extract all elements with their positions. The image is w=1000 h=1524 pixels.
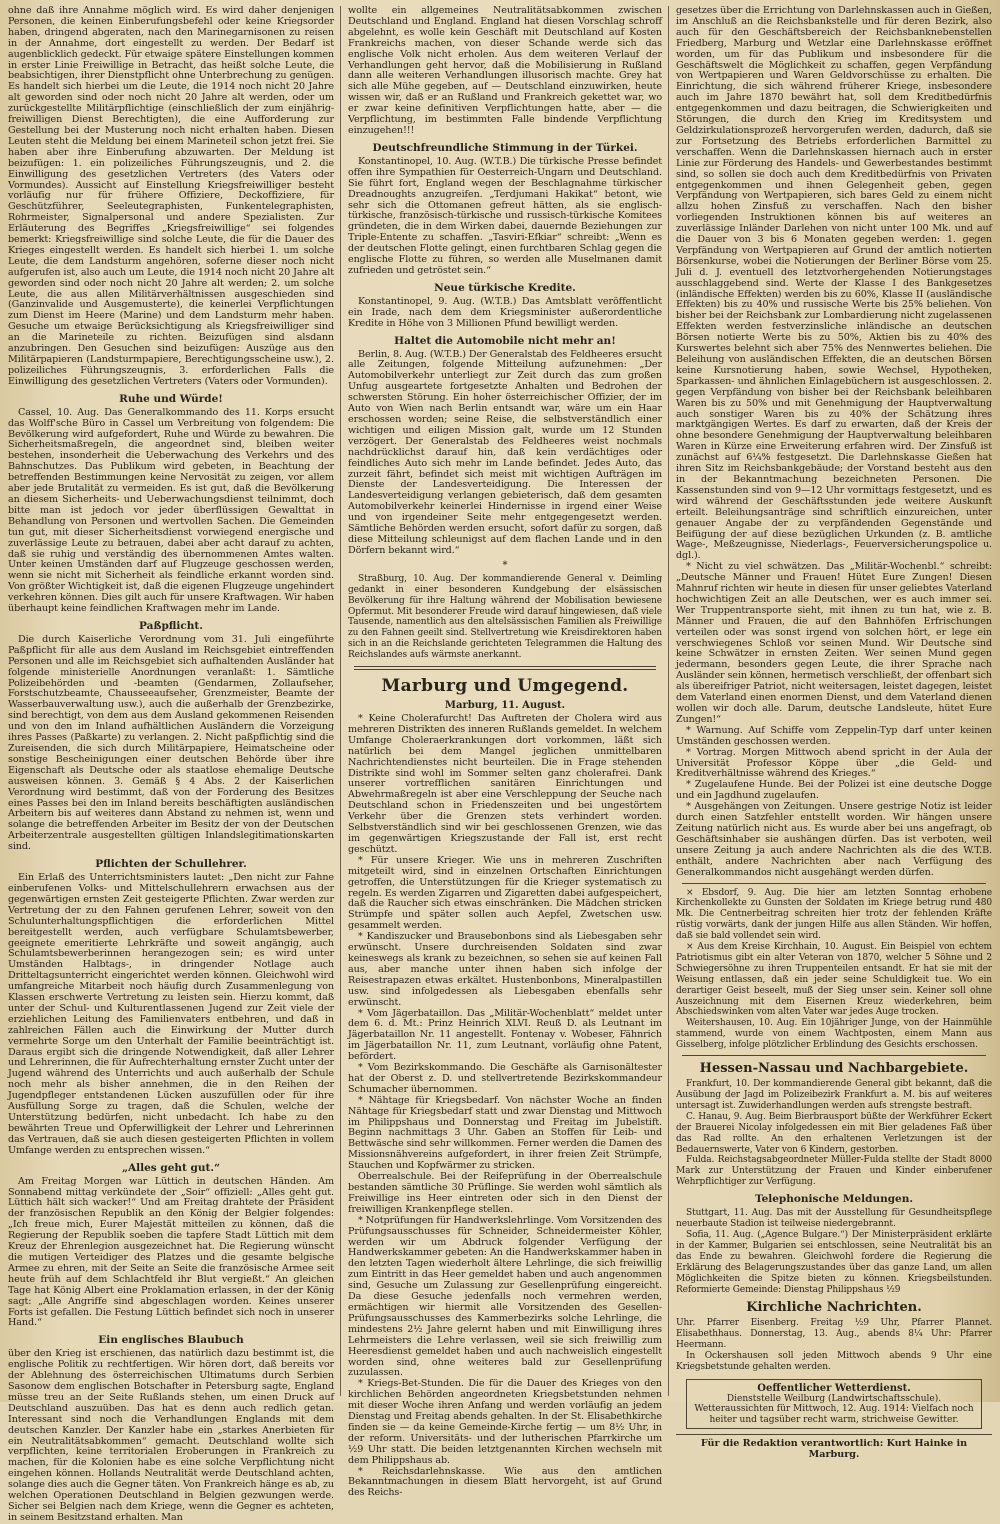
article-kredite: Konstantinopel, 9. Aug. (W.T.B.) Das Amtsblatt veröffentlicht ein Irade, nach dem dem Kriegsminister außerordentliche Kredite in Höhe von 3 Millionen Pfund bewilligt werden. [348,295,662,329]
article-blaubuch: über den Krieg ist erschienen, das natürlich dazu bestimmt ist, die englische Politik zu rechtfertigen. Wir hören dort, daß bereits vor der Ablehnung des österreichischen Ultimatums durch Serbien Sasonow dem englischen Botschafter in Petersburg sagte, England müsse treu an der Seite Rußlands stehen, um einen Druck auf Deutschland auszuüben. Das hat es denn auch redlich getan. Interessant sind noch die Verhandlungen Englands mit dem deutschen Kanzler. Der Kanzler habe ein „starkes Anerbieten für ein Neutralitätsabkommen“ gemacht. Deutschland wollte sich verpflichten, keine territorialen Eroberungen in Frankreich zu machen, für die Kolonien habe es eine solche Verpflichtung nicht eingehen können. Hollands Neutralität werde Deutschland achten, solange dies auch die Gegner täten. Von Frankreich hänge es ab, zu welchen Operationen Deutschland in Belgien gezwungen werde. Sicher sei Belgien nach dem Kriege, wenn die Gegner es achteten, in seinem Besitzstand erhalten. Man [8,1348,334,1523]
item-cholerafurcht: * Keine Cholerafurcht! Das Auftreten der Cholera wird aus mehreren Distrikten des inneren Rußlands gemeldet. In welchem Umfange Choleraerkrankungen dort vorkommen, läßt sich natürlich bei dem Mangel jeglichen unmittelbaren Nachrichtendienstes nicht beurteilen. Die in Frage stehenden Distrikte sind wohl im Sommer selten ganz cholerafrei. Dank unserer vortrefflichen sanitären Einrichtungen und Abwehrmaßregeln ist aber eine Verschleppung der Seuche nach Deutschland schon in Friedenszeiten und bei ungestörtem Verkehr über die Grenzen stets verhindert worden. Selbstverständlich sind wir bei geschlossenen Grenzen, wie das im gegenwärtigen Kriegszustande der Fall ist, erst recht geschützt. [348,713,662,855]
item-zeitungen: * Ausgehängen von Zeitungen. Unsere gestrige Notiz ist leider durch einen Satzfehler entstellt worden. Wir hängen unsere Zeitung natürlich nicht aus. Es wurde aber bei uns angefragt, ob Geschäftsinhaber sie aushängen dürfen. Das ist verboten, weil unsere Zeitung ja auch andere Nachrichten als die des W.T.B. enthält, andere Nachrichten aber nach Verfügung des Generalkommandos nicht ausgehängt werden dürfen. [676,801,992,878]
headline-passpflicht: Paßpflicht. [139,619,203,632]
column-1 [8,5,334,1523]
item-kirche-termine: Uhr. Pfarrer Eisenberg. Freitag ½9 Uhr, Pfarrer Plannet. Elisabethhaus. Donnerstag, 13. Aug., abends 8¼ Uhr: Pfarrer Heermann. [676,1318,992,1351]
item-sofia: Sofia, 11. Aug. („Agence Bulgare.“) Der Ministerpräsident erklärte in der Kammer, Bulgarien sei entschlossen, seine Neutralität bis an das Ende zu bewahren. Gleichwohl fordere die Regierung die Erklärung des Belagerungszustandes über das ganze Land, um allen Möglichkeiten die Spitze bieten zu können. Kriegsbeilstunden. Reformierte Gemeinde: Dienstag Philippshaus ½9 [676,1229,992,1295]
item-reichsdarlehnskasse: * Reichsdarlehnskasse. Wie aus den amtlichen Bekanntmachungen in diesem Blatt hervorgeht, ist auf Grund des Reichs- [348,1465,662,1499]
weather-station: Dienststelle Weilburg (Landwirtschaftsschule). [726,1393,942,1404]
article-blaubuch-continued: wollte ein allgemeines Neutralitätsabkommen zwischen Deutschland und England. England hat diesen Vorschlag schroff abgelehnt, es wolle kein Geschäft mit Deutschland auf Kosten Frankreichs machen, von dieser Schande werde sich das englische Volk nicht erholen. Aus dem weiteren Verlauf der Verhandlungen geht hervor, daß die Mobilisierung in Rußland dann alle weiteren Verhandlungen illusorisch machte. Grey hat sich alle Mühe gegeben, auf — Deutschland einzuwirken, heute wissen wir, daß er an Rußland und Frankreich gekettet war, wo er zwar keine definitiven Verpflichtungen hatte, aber — die Verpflichtung, im bestimmten Falle bindende Verpflichtung einzugehen!!! [348,5,662,136]
article-konstantinopel: Konstantinopel, 10. Aug. (W.T.B.) Die türkische Presse befindet offen ihre Sympathien für Oesterreich-Ungarn und Deutschland. Sie führt fort, England wegen der Beschlagnahme türkischer Dreadnoughts anzugreifen. „Terdjumani Hakikat“ betont, wie sehr sich die Ottomanen gefreut hätten, als sie englisch-türkische, französisch-türkische und russisch-türkische Komitees gründeten, die in dem Wirken dabei, dauernde Beziehungen zur Triple-Entente zu schaffen. „Tasviri-Efkiar“ schreibt: „Wenn es der deutschen Flotte gelingt, einen furchtbaren Schlag gegen die englische Flotte zu führen, so werden alle Muselmanen damit zufrieden und getröstet sein.“ [348,155,662,276]
item-oberrealschule: Oberrealschule. Bei der Reifeprüfung in der Oberrealschule bestanden sämtliche 30 Prüflinge. Sie werden wohl sämtlich als Freiwillige ins Heer eintreten oder sich in den Dienst der freiwilligen Krankenpflege stellen. [348,1171,662,1215]
column-2 [348,5,663,1499]
article-luettich: Am Freitag Morgen war Lüttich in deutschen Händen. Am Sonnabend mittag verkündete der „Soir“ offiziell: „Alles geht gut. Lüttich hält sich wacker!“ Und am Freitag drahtete der Präsident der französischen Republik an den König der Belgier folgendes: „Ich freue mich, Eurer Majestät mitteilen zu können, daß die Regierung der Republik soeben die tapfere Stadt Lüttich mit dem Kreuz der Ehrenlegion ausgezeichnet hat. Die Regierung wünscht die mutigen Verteidiger des Platzes und die gesamte belgische Armee zu ehren, mit der Seite an Seite die französische Armee seit heute früh auf dem Schlachtfeld ihr Blut vergießt.“ An gleichen Tage hat König Albert eine Proklamation erlassen, in der der König sagt: „Alle Angriffe sind abgeschlagen worden. Keines unserer Forts ist gefallen. Die Festung Lüttich befindet sich noch in unserer Hand.“ [8,1175,334,1329]
headline-tuerkei: Deutschfreundliche Stimmung in der Türkei. [372,141,638,154]
item-bezirkskommando: * Vom Bezirkskommando. Die Geschäfte als Garnisonältester hat der Oberst z. D. und stellvertretende Bezirkskommandeur Schumacher übernommen. [348,1062,662,1095]
section-heading-hessen-nassau: Hessen-Nassau und Nachbargebiete. [699,1061,969,1077]
section-divider [682,1055,986,1056]
item-stuttgart: Stuttgart, 11. Aug. Das mit der Ausstellung für Gesundheitspflege neuerbaute Stadion ist teilweise niedergebrannt. [676,1208,992,1230]
article-strassburg: Straßburg, 10. Aug. Der kommandierende General v. Deimling gedankt in einer besonderen Kundgebung der elsässischen Bevölkerung für ihre Haltung während der Mobilisation bewiesene Opfermut. Mit besonderer Freude wird darauf hingewiesen, daß viele Tausende, namentlich aus den altelsässischen Familien als Freiwillige zu den Fahnen geeilt sind. Stellvertretung wie Kreisdirektoren haben sich in an die Reichslande gerichteten Telegrammen die Haltung des Reichslandes aufs wärmste anerkannt. [348,573,662,661]
article-marine-volunteers: ohne daß ihre Annahme möglich wird. Es wird daher denjenigen Personen, die keinen Einberufungsbefehl oder keine Kriegsorder haben, dringend abgeraten, nach den Marinegarnisonen zu reisen in der Annahme, dort eingestellt zu werden. Der Bedarf ist augenblicklich gedeckt. Für etwaige spätere Einstellungen kommen in erster Linie Freiwillige in Betracht, das heißt solche Leute, die beabsichtigen, ihrer Dienstpflicht ohne Unterbrechung zu genügen. Es handelt sich hierbei um die Leute, die 1914 noch nicht 20 Jahre alt geworden sind oder noch nicht 20 Jahre alt werden, oder um zurückgestellte Militärpflichtige (einschließlich der zum einjährig-freiwilligen Dienst Berechtigten), die eine Aufforderung zur Gestellung bei der Musterung noch nicht erhalten haben. Diesen Leuten steht die Meldung bei einem Marineteil schon jetzt frei. Sie haben aber ihre Einberufung abzuwarten. Der Meldung ist beizufügen: 1. ein polizeiliches Führungszeugnis, und 2. die Einwilligung des gesetzlichen Vertreters (des Vaters oder Vormundes). Aussicht auf Einstellung Kriegsfreiwilliger besteht vorläufig nur für frühere Offiziere, Deckoffiziere, für Geschützführer, Seeleutegraphisten, Funkentelegraphisten, Rohrmeister, Signalpersonal und andere Spezialisten. Zur Erläuterung des Begriffes „Kriegsfreiwillige“ sei folgendes bemerkt: Kriegsfreiwillige sind solche Leute, die für die Dauer des Krieges eingestellt werden. Es handelt sich hierbei 1. um solche Leute, die dem Landsturm angehören, soferne dieser noch nicht aufgerufen ist, also auch um Leute, die 1914 noch nicht 20 Jahre alt geworden sind oder noch nicht 20 Jahre alt werden; 2. um solche Leute, die aus allen Militärverhältnissen ausgeschieden sind (Ganzinvalide und Ausgemusterte), die keinerlei Verpflichtungen zum Dienst im Heere (Marine) und dem Landsturm mehr haben. Gesuche um etwaige Berücksichtigung als Kriegsfreiwilliger sind an die Marineteile zu richten. Beizufügen sind alsdann anzubringen. Den Gesuchen sind beizufügen: Auszüge aus den Militärpapieren (Landsturmpapiere, Berechtigungsscheine usw.), 2. polizeiliches Führungszeugnis, 3. erforderlichen Falls die Einwilligung des gesetzlichen Vertreters (Vaters oder Vormunden). [8,5,334,387]
item-kriegsbetstunden: * Kriegs-Bet-Stunden. Die für die Dauer des Krieges von den kirchlichen Behörden angeordneten Kriegsbetstunden nehmen mit dieser Woche ihren Anfang und werden vorläufig an jedem Dienstag und Freitag abends gehalten. In der St. Elisabethkirche finden sie — da keine Gemeinde-Kirche fertig — um 8½ Uhr, in der reform. Universitäts- und der lutherischen Pfarrkirche um ½9 Uhr statt. Die beiden letztgenannten Kirchen wechseln mit dem Philippshaus ab. [348,1378,662,1466]
item-fulda: Fulda. Reichstagsabgeordneter Müller-Fulda stellte der Stadt 8000 Mark zur Unterstützung der Frauen und Kinder einberufener Wehrpflichtiger zur Verfügung. [676,1155,992,1188]
headline-blaubuch: Ein englisches Blaubuch [98,1334,244,1347]
item-frankfurt: Frankfurt, 10. Der kommandierende General gibt bekannt, daß die Ausübung der Jagd im Polizeibezirk Frankfurt a. M. bis auf weiteres untersagt ist. Zuwiderhandlungen werden aufs strengste bestraft. [676,1079,992,1111]
editor-credit: Für die Redaktion verantwortlich: Kurt Hainke in Marburg. [676,1434,992,1460]
article-passpflicht: Die durch Kaiserliche Verordnung vom 31. Juli eingeführte Paßpflicht für alle aus dem Ausland im Reichsgebiet eintreffenden Personen und alle im Reichsgebiet sich aufhaltenden Ausländer hat folgende ministerielle Anordnungen veranlaßt: 1. Sämtliche Polizeibehörden und -beamten (Gendarmen, Zollaufseher, Forstschutzbeamte, Chausseeaufseher, Grenzmeister, Beamte der Wasserbauverwaltung usw.), auch die außerhalb der Grenzbezirke, sind berechtigt, von dem aus dem Ausland gekommenen Reisenden und von den im Inland aufhältlichen Ausländern die Vorzeigung ihres Passes (Paßkarte) zu verlangen. 2. Nicht paßpflichtig sind die Zureisenden, die sich durch Militärpapiere, Heimatscheine oder sonstige Bescheinigungen einer deutschen Behörde über ihre Eigenschaft als Deutsche oder als staatlose ehemalige Deutsche ausweisen können. 3. Gemäß § 4 Abs. 2 der Kaiserlichen Verordnung wird bestimmt, daß von der Forderung des Besitzes eines Passes bei den im Inland bereits beschäftigten ausländischen Arbeitern bis auf weiteres dann Abstand zu nehmen ist, wenn und solange die betreffenden Arbeiter im Besitz der von der Deutschen Arbeiterzentrale ausgestellten gültigen Inlandslegitimationskarten sind. [8,633,334,853]
item-warnung: * Warnung. Auf Schiffe vom Zeppelin-Typ darf unter keinen Umständen geschossen werden. [676,724,992,747]
item-naehtage: * Nähtage für Kriegsbedarf. Von nächster Woche an finden Nähtage für Kriegsbedarf statt und zwar Dienstag und Mittwoch im Philippshaus und Donnerstag und Freitag im Jubelstift. Beginn nachmittags 3 Uhr. Gaben an Stoffen für Leib- und Bettwäsche sind sehr willkommen. Ferner werden die Damen des Missionsnähvereins aufgefordert, in ihrer freien Zeit Strümpfe, Stauchen und Kopfwärmer zu stricken. [348,1094,663,1172]
item-kandiszucker: * Kandiszucker und Brausebonbons sind als Liebesgaben sehr erwünscht. Unsere durchreisenden Soldaten sind zwar keineswegs als krank zu bezeichnen, so sehen sie auf keinen Fall aus, aber manche unter ihnen haben sich infolge der Reisestrapazen etwas erkältet. Hustenbonbons, Mineralpastillen usw. sind infolgedessen als Liebesgaben ebenfalls sehr erwünscht. [348,931,662,1008]
headline-ruhe-und-wuerde: Ruhe und Würde! [119,392,223,405]
item-weitershausen: Weitershausen, 10. Aug. Ein 10jähriger Junge, von der Hainmühle stammend, wurde von einem Wachtposten, einem Mann aus Gisselberg, infolge plötzlicher Erblindung des Gesichts erschossen. [676,1018,992,1051]
article-automobile: Berlin, 8. Aug. (W.T.B.) Der Generalstab des Feldheeres ersucht alle Zeitungen, folgende Mitteilung aufzunehmen: „Der Automobilverkehr unterliegt zur Zeit durch das zum großen Unfug ausgeartete fortgesetzte Anhalten und Bedrohen der schwersten Störung. Ein hoher österreichischer Offizier, der im Auto von Wien nach Berlin entsandt war, wäre um ein Haar erschossen worden; seine Reise, die selbstverständlich einer wichtigen und eiligen Mission galt, wurde um 12 Stunden verzögert. Der Generalstab des Feldheeres weist nochmals nachdrücklichst darauf hin, daß kein verdächtiges oder feindliches Auto sich mehr im Lande befindet. Jedes Auto, das zurzeit fährt, befindet sich meist mit wichtigen Aufträgen im Dienste der Landesverteidigung. Die Interessen der Landesverteidigung verlangen gebieterisch, daß dem gesamten Automobilverkehr keinerlei Hindernisse in irgend einer Weise und von irgendeiner Seite mehr entgegengesetzt werden. Sämtliche Behörden werden ersucht, sofort dafür zu sorgen, daß diese Mitteilung schleunigst auf dem flachen Lande und in den Dörfern bekannt wird.“ [348,348,662,556]
dateline: Marburg, 11. August. [444,700,566,712]
weather-title: Oeffentlicher Wetterdienst. [757,1382,911,1394]
headline-alles-geht-gut: „Alles geht gut.“ [121,1161,221,1174]
separator-star: * [502,559,508,571]
item-hanau: C. Hanau, 9. Aug. Beim Bierbrausport büßte der Werkführer Eckert der Brauerei Nicolay infolgedessen ein mit Bier geladenes Faß über das Rad rollte. An den erhaltenen Verletzungen ist der Bedauernswerte, Vater von 6 Kindern, gestorben. [676,1111,992,1155]
item-jaegerbataillon: * Vom Jägerbataillon. Das „Militär-Wochenblatt“ meldet unter dem 6. d. Mt.: Prinz Heinrich XLVI. Reuß D. als Leutnant im Jägerbataillon Nr. 11 angestellt. Fontenay v. Wobeser, Fähnrich im Jägerbataillon Nr. 11, zum Leutnant, vorläufig ohne Patent, befördert. [348,1007,662,1063]
section-heading-kirchliche-nachrichten: Kirchliche Nachrichten. [746,1300,922,1316]
section-divider [682,883,986,884]
section-heading-marburg: Marburg und Umgegend. [381,676,629,697]
item-ockershausen: In Ockershausen soll jeden Mittwoch abends 9 Uhr eine Kriegsbetstunde gehalten werden. [676,1351,992,1373]
item-kirchhain: × Aus dem Kreise Kirchhain, 10. August. Ein Beispiel von echtem Patriotismus gibt ein alter Veteran von 1870, welcher 5 Söhne und 2 Schwiegersöhne zu ihren Truppenteilen entsandt. Er hat sie mit der Weisung entlassen, daß ein jeder seine Schuldigkeit tue. Wo ein derartiger Geist beseelt, muß der Sieg unser sein. Keiner soll ohne Auszeichnung mit dem Eisernen Kreuz wiederkehren, beim Abschiedswinken vom alten Vater war jedes Auge trocken. [676,942,992,1018]
item-notpruefungen: * Notprüfungen für Handwerkslehrlinge. Vom Vorsitzenden des Prüfungsausschusses für Schneider, Schneidermeister Köhler, werden wir um Abdruck folgender Verfügung der Handwerkskammer gebeten: An die Handwerkskammer haben in den letzten Tagen wiederholt ältere Lehrlinge, die sich freiwillig zum Eintritt in das Heer gemeldet haben und auch angenommen sind, Gesuche um Zulassung zur Gesellenprüfung eingereicht. Da diese Gesuche jedenfalls noch vermehren werden, ermächtigen wir hiermit alle Vorsitzenden des Gesellen-Prüfungsausschusses des Kammerbezirks solche Lehrlinge, die mindestens 2½ Jahre gelernt haben und mit Einwilligung ihres Lehrmeisters die Lehre verlassen, weil sie sich freiwillig zum Heeresdienst gemeldet haben und auch nachweislich eingestellt worden sind, ohne weiteres bald zur Gesellenprüfung zuzulassen. [348,1214,662,1379]
item-nicht-schwaetzen: * Nicht zu viel schwätzen. Das „Militär-Wochenbl.“ schreibt: „Deutsche Männer und Frauen! Hütet Eure Zungen! Diesen Mahnruf richten wir heute in diesen für unser geliebtes Vaterland hochwichtigen Zeit an alle Deutschen, wer es auch immer sei. Wer Truppentransporte sieht, mit ihnen zu tun hat, wie z. B. Männer und Frauen, die auf den Bahnhöfen Erfrischungen verteilen oder was sonst irgend von solchen hört, er lege ein verschwiegenes Schloß vor seinen Mund. Wir Deutsche sind keine Schwätzer in ernsten Zeiten. Wer seinen Mund gegen jedermann, besonders gegen Leute, die ihrer Sprache nach Ausländer sein können, hermetisch verschließt, der offenbart sich als übereifriger Patriot, nicht weitersagen, leistet dagegen, leistet dem Vaterland einen enormen Dienst, und dem Vaterland dienen wollen wir doch alle. Darum, deutsche Landsleute, hütet Eure Zungen!“ [676,561,992,725]
article-schullehrer: Ein Erlaß des Unterrichtsministers lautet: „Den nicht zur Fahne einberufenen Volks- und Mittelschullehrern erwachsen aus der gegenwärtigen ernsten Zeit gesteigerte Pflichten. Zwar werden zur Vertretung der zu den Fahnen gerufenen Lehrer, soweit von den Schulunterhaltungspflichtigen die erforderlichen Mittel bereitgestellt werden, auch verfügbare Schulamtsbewerber, geeignete emeritierte Lehrkräfte und soweit angängig, auch Schulamtsbewerberinnen herangezogen sein; es wird unter Umständen Halbtags-, in dringender Notlage auch Dritteltagsunterricht eingerichtet werden können. Gleichwohl wird umfangreiche Mitarbeit noch häufig durch Zusammenlegung von Klassen erschwerte Vertretung zu leisten sein. Hierzu kommt, daß unter der Schul- und Kulturentlassenen Jugend zur Zeit viele der erziehlichen Leitung des Familienvaters entbehren, und daß in zahlreichen Fällen auch die Einwirkung der Mutter durch vermehrte Sorge um den Unterhalt der Familie beeinträchtigt ist. Daraus ergibt sich die dringende Notwendigkeit, daß aller Lehrer und Lehrerinnen, die für Aufrechterhaltung ernster Zucht unter der Jugend während des Unterrichts und auch außerhalb der Schule noch mehr als bisher annehmen, die in den Reihen der Jugendpfleger entstandenen Lücken auszufüllen oder für ihre Ausfüllung Sorge zu tragen, daß die Schulen, welche der Unterstützung bedürfen, nicht unbedacht. Ich habe zu den bewährten Treue und Opferwilligkeit der Lehrer und Lehrerinnen das Vertrauen, daß sie auch diesen gesteigerten Pflichten in vollem Umfange werden zu entsprechen wissen.“ [8,872,334,1156]
item-vortrag: * Vortrag. Morgen Mittwoch abend spricht in der Aula der Universität Professor Köppe über „die Geld- und Kreditverhältnisse während des Krieges.“ [676,746,992,780]
headline-automobile: Haltet die Automobile nicht mehr an! [394,334,616,347]
weather-box [686,1379,982,1430]
headline-pflichten-schullehrer: Pflichten der Schullehrer. [95,858,247,871]
column-rule [668,6,669,1396]
item-hunde: * Zugelaufene Hunde. Bei der Polizei ist eine deutsche Dogge und ein Jagdhund zugelaufen. [676,779,992,802]
headline-kredite: Neue türkische Kredite. [434,281,576,294]
column-rule [340,6,341,1396]
weather-forecast: Wetteraussichten für Mittwoch, 12. Aug. 1914: Vielfach noch heiter und tagsüber recht warm, strichweise Gewitter. [694,1404,974,1425]
section-divider [354,666,656,670]
article-darlehnskasse: gesetzes über die Errichtung von Darlehnskassen auch in Gießen, im Anschluß an die Reichsbankstelle und für deren Bezirk, also auch für den Geschäftsbereich der Reichsbanknebenstellen Friedberg, Marburg und Wetzlar eine Darlehnskasse eröffnet worden, um für das Publikum und insbesondere für die Geschäftswelt die Möglichkeit zu schaffen, gegen Verpfändung von Wertpapieren und Waren Geldvorschüsse zu erhalten. Die Einrichtung, die sich während früherer Kriege, insbesondere auch im Jahre 1870 bewährt hat, soll dem Kreditbedürfnis entgegenkommen und dazu beitragen, die Schwierigkeiten und Störungen, die durch den Krieg im Kreditsystem und Geldzirkulationsprozeß hervorgerufen werden, dadurch, daß sie zur Fortsetzung des Betriebs erforderlichen Barmittel zu verschaffen. Wenn die Darlehnskassen hiernach auch in erster Linie zur Förderung des Handels- und Gewerbestandes bestimmt sind, so sollen sie doch auch dem Kreditbedürfnis von Privaten entgegenkommen und ihnen Gelegenheit geben, gegen Verpfändung von Wertpapieren, sich bares Geld zu einem nicht allzu hohen Zinsfuß zu verschaffen. Nach den bisher vorliegenden Instruktionen können bis auf weiteres an zuverlässige Inländer Darlehen von nicht unter 100 Mk. und auf die Dauer von 3 bis 6 Monaten gegeben werden: 1. gegen Verpfändung von Wertpapieren auf Grund der amtlich notierten Börsenkurse, wobei die Notierungen der Berliner Börse vom 25. Juli d. J. eventuell des letztvorhergehenden Notierungstages ausschlaggebend sind. Werte der Klasse I des Bankgesetzes (inländische Effekten) werden bis zu 60%, Klasse II (ausländische Effekten) bis zu 40% und russische Werte bis 25% beliehen. Von bisher bei der Reichsbank zur Lombardierung nicht zugelassenen Effekten werden festverzinsliche inländische an deutschen Börsen notierte Werte bis zu 50%, Aktien bis zu 40% des Kurswertes belehnt sich aber 75% des Nennwertes beliehen. Die Beleihung von ausländischen Effekten, die an deutschen Börsen keine Kursnotierung haben, sowie Wechsel, Hypotheken, Sparkassen- und ähnlichen Einlagebüchern ist ausgeschlossen. 2. gegen Verpfändung von bisher bei der Reichsbank beleihbaren Waren bis zu 50% und mit Genehmigung der Hauptverwaltung auch sonstiger Waren bis zu 40% der Schätzung ihres marktgängigen Wertes. Es darf zu erwarten, daß der Kreis der ohne besondere Genehmigung der Hauptverwaltung beleihbaren Waren in Kürze eine Erweiterung erfahren wird. Der Zinsfuß ist zunächst auf 6¼% festgesetzt. Die Darlehnskasse Gießen hat ihren Sitz im Reichsbankgebäude; der Vorstand besteht aus den in der Bekanntmachung bezeichneten Personen. Die Kassenstunden sind von 9—12 Uhr vormittags festgesetzt, und es wird während der Geschäftsstunden jede weitere Auskunft erteilt. Beleihungsanträge sind schriftlich einzureichen, unter genauer Angabe der zu verpfändenden Gegenstände und Beifügung der auf diese bezüglichen Urkunden (z. B. amtliche Wage-, Meßzeugnisse, Niederlags-, Feuerversicherungspolice u. dgl.). [676,5,992,562]
column-3 [676,5,992,1461]
article-cassel: Cassel, 10. Aug. Das Generalkommando des 11. Korps ersucht das Wolff'sche Büro in Cassel um Verbreitung von folgendem: Die Bevölkerung wird aufgefordert, Ruhe und Würde zu bewahren. Die Sicherheitsmaßregeln, die angeordnet sind, bleiben weiter bestehen, insonderheit die Ueberwachung des Verkehrs und des Bahnschutzes. Das Publikum wird gebeten, in Beachtung der betreffenden Bestimmungen keine Nervosität zu zeigen, vor allem aber jede Brutalität zu vermeiden. Es ist gut, daß die Bevölkerung an diesem Sicherheits- und Ueberwachungsdienst teilnimmt, doch bitte man ist jedoch vor jeder überflüssigen Gewalttat in Behandlung von Personen und wertvollen Sachen. Die Gemeinden tun gut, mit dieser Sicherheitsdienst vorwiegend energische und zuverlässige Leute zu betrauen, dabei aber acht darauf zu achten, daß sie ruhig und verständig des übernommenen Amtes walten. Unter keinen Umständen darf auf Flugzeuge geschossen werden, wenn sie nicht mit Sicherheit als feindliche erkannt worden sind. Von größter Wichtigkeit ist, daß die eigenen Flugzeuge ungehindert verkehren können. Dies gilt auch für unsere Kraftwagen. Wir haben überhaupt keine feindlichen Kraftwagen mehr im Lande. [8,406,334,615]
item-krieger: * Für unsere Krieger. Wie uns in mehreren Zuschriften mitgeteilt wird, sind in einzelnen Ortschaften Einrichtungen getroffen, die Unterstützungen für die Krieger systematisch zu regeln. Es werden Zigarren und Zigaretten dabei aufgespeichert, daß die Raucher sich etwas einschränken. Die Mädchen stricken Strümpfe und später sollen auch Aepfel, Zwetschen usw. gesammelt werden. [348,854,662,932]
headline-telephonische-meldungen: Telephonische Meldungen. [754,1193,914,1206]
item-ebsdorf: × Ebsdorf, 9. Aug. Die hier am letzten Sonntag erhobene Kirchenkollekte zu Gunsten der Soldaten im Kriege betrug rund 480 Mk. Die Centnerbeitrag schreiten hier trotz der fehlenden Kräfte rüstig vorwärts, dank der jungen Hilfe aus allen Ständen. Wir hoffen, daß sie bald vollendet sein wird. [676,887,992,942]
